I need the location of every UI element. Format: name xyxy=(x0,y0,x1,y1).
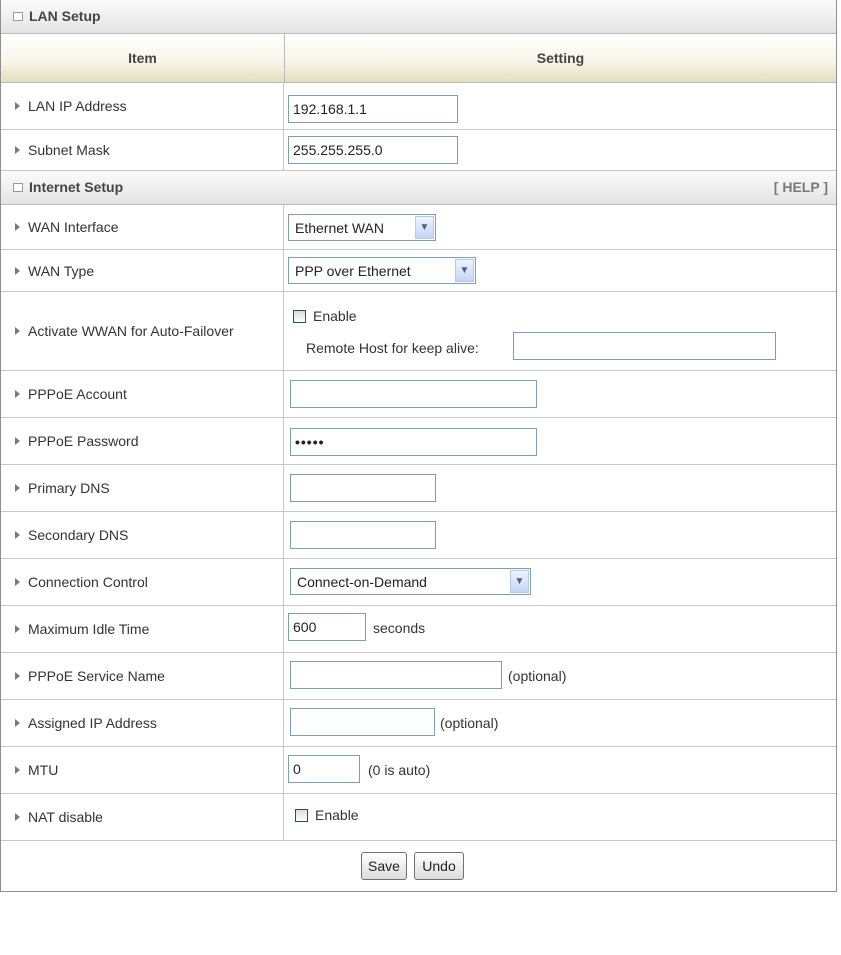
assigned-ip-label: Assigned IP Address xyxy=(28,715,157,731)
row-label xyxy=(1,653,284,699)
wwan-label: Activate WWAN for Auto-Failover xyxy=(28,323,234,339)
row-label xyxy=(1,292,284,370)
chevron-down-icon[interactable]: ▼ xyxy=(455,259,474,282)
max-idle-label: Maximum Idle Time xyxy=(28,621,150,637)
row-label xyxy=(1,205,284,249)
row-mtu xyxy=(1,747,836,794)
row-nat-disable xyxy=(1,794,836,841)
triangle-right-icon xyxy=(15,437,20,445)
lan-setup-title: LAN Setup xyxy=(29,8,101,24)
triangle-right-icon xyxy=(15,672,20,680)
row-primary-dns xyxy=(1,465,836,512)
row-subnet-mask xyxy=(1,130,836,171)
primary-dns-input[interactable] xyxy=(290,474,436,502)
row-pppoe-account xyxy=(1,371,836,418)
wwan-enable-checkbox[interactable] xyxy=(293,310,306,323)
nat-enable-checkbox[interactable] xyxy=(295,809,308,822)
wan-interface-label: WAN Interface xyxy=(28,219,119,235)
primary-dns-label: Primary DNS xyxy=(28,480,110,496)
mtu-label: MTU xyxy=(28,762,59,778)
wwan-enable-label: Enable xyxy=(313,308,357,324)
row-connection-control xyxy=(1,559,836,606)
assigned-ip-input[interactable] xyxy=(290,708,435,736)
service-name-label: PPPoE Service Name xyxy=(28,668,165,684)
max-idle-unit: seconds xyxy=(373,620,426,636)
internet-setup-header xyxy=(1,171,836,205)
row-secondary-dns xyxy=(1,512,836,559)
undo-button[interactable]: Undo xyxy=(414,852,464,880)
pppoe-account-input[interactable] xyxy=(290,380,537,408)
row-service-name xyxy=(1,653,836,700)
triangle-right-icon xyxy=(15,267,20,275)
remote-host-input[interactable] xyxy=(513,332,776,360)
row-label xyxy=(1,512,284,558)
triangle-right-icon xyxy=(15,813,20,821)
row-lan-ip xyxy=(1,83,836,130)
connection-control-select[interactable] xyxy=(290,568,531,595)
triangle-right-icon xyxy=(15,146,20,154)
subnet-mask-label: Subnet Mask xyxy=(28,142,110,158)
row-max-idle-time xyxy=(1,606,836,653)
row-label xyxy=(1,794,284,840)
lan-ip-input[interactable] xyxy=(288,95,458,123)
triangle-right-icon xyxy=(15,766,20,774)
triangle-right-icon xyxy=(15,578,20,586)
wan-type-select[interactable] xyxy=(288,257,476,284)
triangle-right-icon xyxy=(15,390,20,398)
service-name-optional: (optional) xyxy=(508,668,567,684)
remote-host-label: Remote Host for keep alive: xyxy=(306,340,479,356)
row-label xyxy=(1,130,284,170)
triangle-right-icon xyxy=(15,327,20,335)
column-header xyxy=(1,34,836,83)
chevron-down-icon[interactable]: ▼ xyxy=(415,216,434,239)
connection-control-label: Connection Control xyxy=(28,574,148,590)
row-label xyxy=(1,250,284,291)
max-idle-input[interactable] xyxy=(288,613,366,641)
row-assigned-ip xyxy=(1,700,836,747)
pppoe-password-input[interactable] xyxy=(290,428,537,456)
mtu-input[interactable] xyxy=(288,755,360,783)
assigned-ip-optional: (optional) xyxy=(440,715,499,731)
row-label xyxy=(1,371,284,417)
wan-type-label: WAN Type xyxy=(28,262,95,279)
lan-ip-label: LAN IP Address xyxy=(28,98,127,114)
square-bullet-icon xyxy=(13,12,23,21)
row-wan-type xyxy=(1,250,836,292)
nat-enable-label: Enable xyxy=(315,807,359,823)
row-label xyxy=(1,559,284,605)
subnet-mask-input[interactable] xyxy=(288,136,458,164)
row-label xyxy=(1,700,284,746)
triangle-right-icon xyxy=(15,625,20,633)
service-name-input[interactable] xyxy=(290,661,502,689)
connection-control-value: Connect-on-Demand xyxy=(297,573,427,590)
row-label xyxy=(1,418,284,464)
row-wan-interface xyxy=(1,205,836,250)
row-label xyxy=(1,747,284,793)
row-pppoe-password xyxy=(1,418,836,465)
triangle-right-icon xyxy=(15,719,20,727)
pppoe-password-label: PPPoE Password xyxy=(28,433,139,449)
nat-label: NAT disable xyxy=(28,809,103,825)
row-label xyxy=(1,83,284,129)
triangle-right-icon xyxy=(15,102,20,110)
column-item: Item xyxy=(1,34,285,82)
wan-type-value: PPP over Ethernet xyxy=(295,262,411,279)
save-button[interactable]: Save xyxy=(361,852,407,880)
lan-setup-header xyxy=(1,0,836,34)
triangle-right-icon xyxy=(15,223,20,231)
help-link[interactable]: [ HELP ] xyxy=(773,179,828,195)
wan-interface-select[interactable] xyxy=(288,214,436,241)
square-bullet-icon xyxy=(13,183,23,192)
row-label xyxy=(1,465,284,511)
row-wwan-failover xyxy=(1,292,836,371)
wan-interface-value: Ethernet WAN xyxy=(295,219,384,236)
button-bar xyxy=(1,841,836,891)
pppoe-account-label: PPPoE Account xyxy=(28,386,127,402)
mtu-hint: (0 is auto) xyxy=(368,762,431,778)
row-label xyxy=(1,606,284,652)
secondary-dns-input[interactable] xyxy=(290,521,436,549)
chevron-down-icon[interactable]: ▼ xyxy=(510,570,529,593)
triangle-right-icon xyxy=(15,531,20,539)
secondary-dns-label: Secondary DNS xyxy=(28,527,129,543)
triangle-right-icon xyxy=(15,484,20,492)
column-setting: Setting xyxy=(536,50,585,66)
internet-setup-title: Internet Setup xyxy=(29,179,124,195)
